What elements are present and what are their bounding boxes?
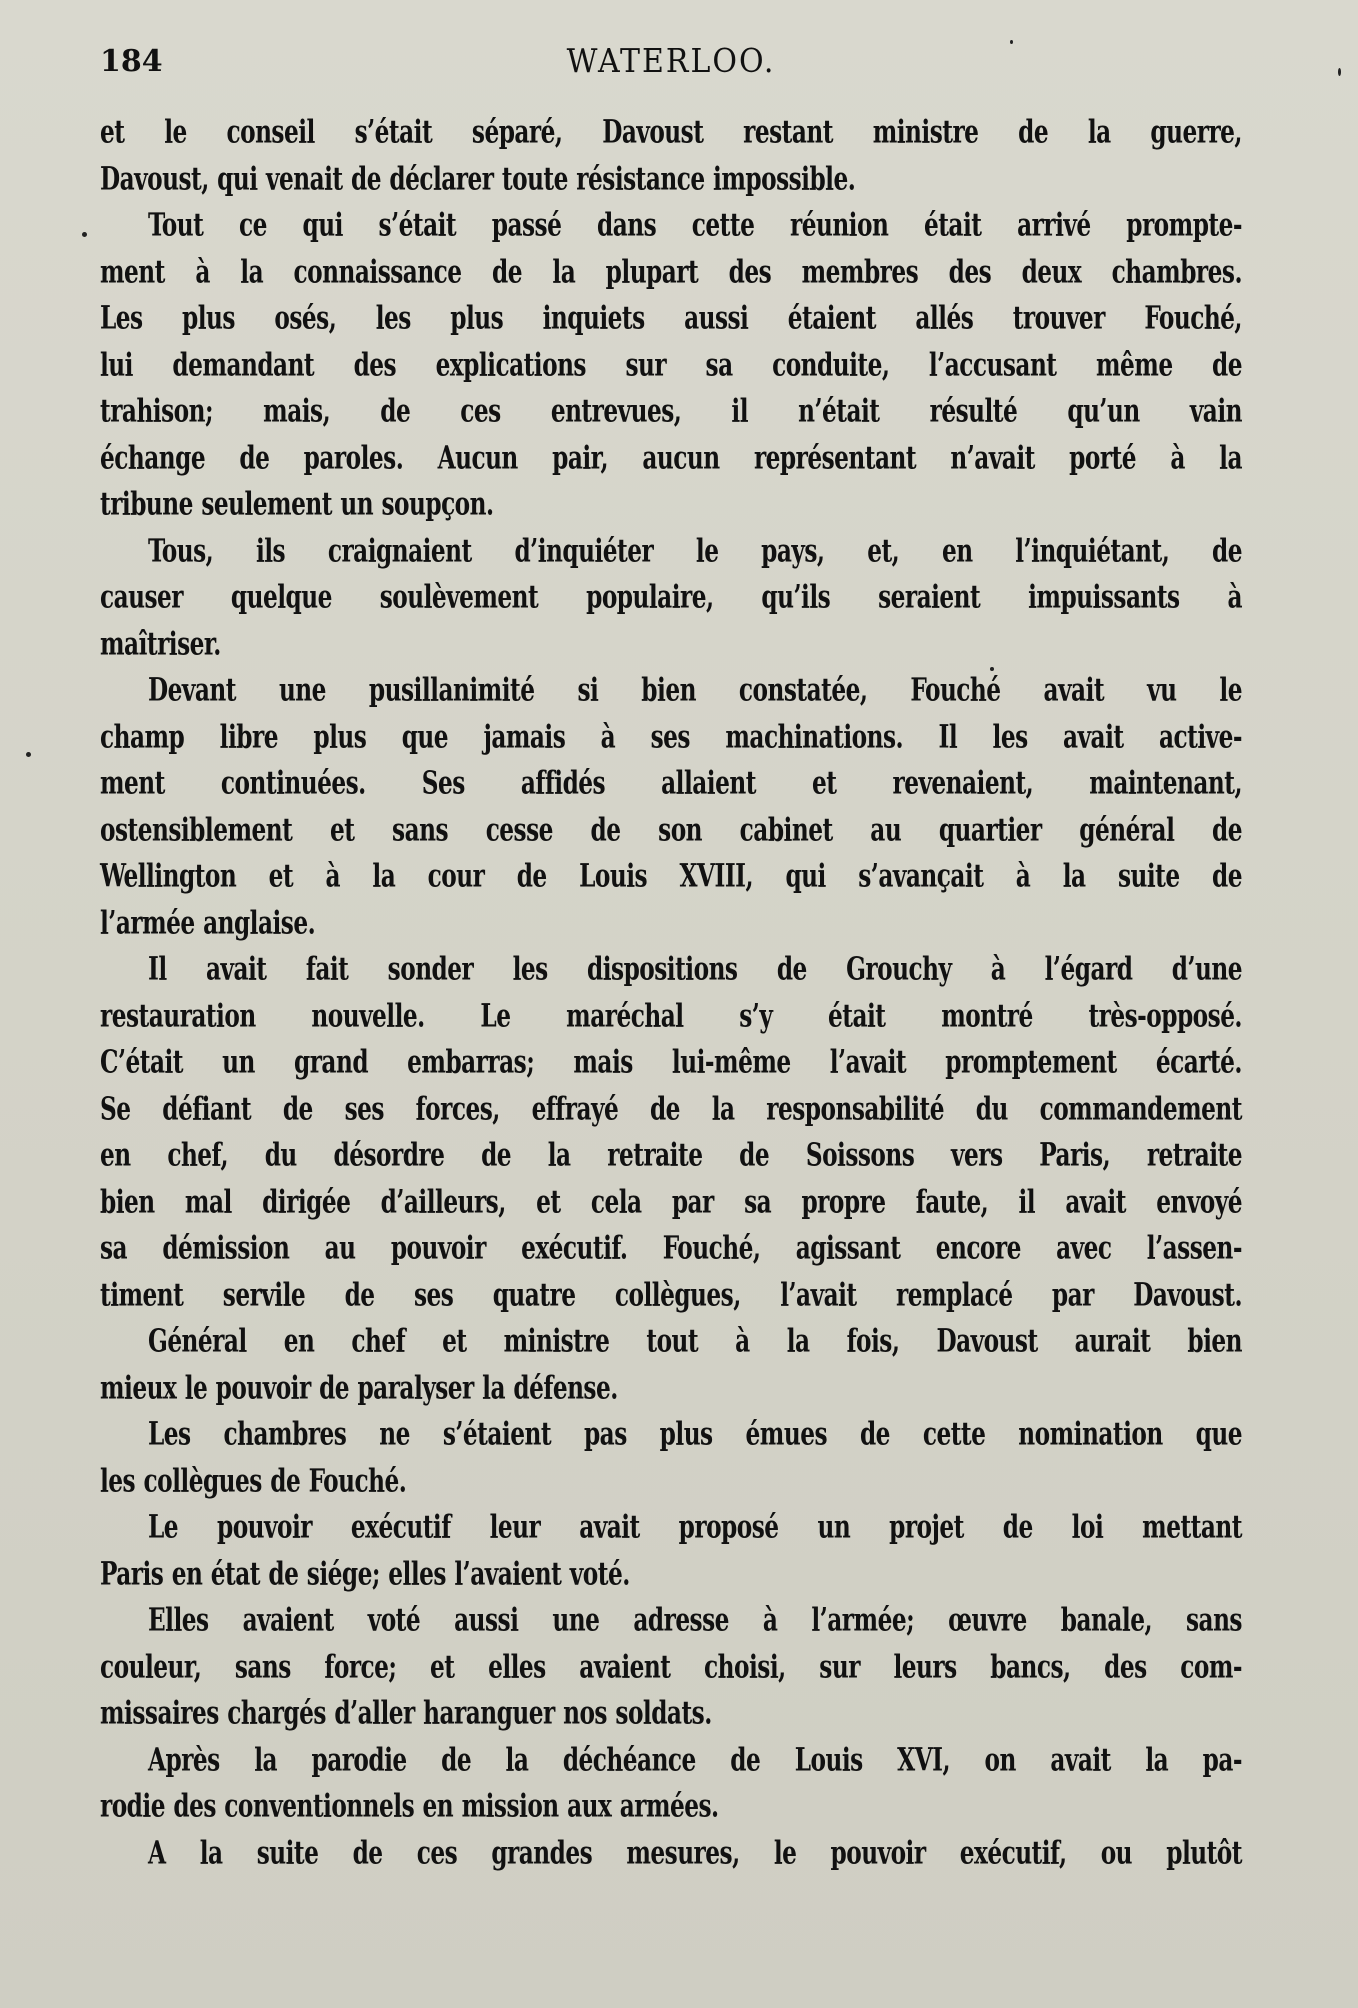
text-line-content: lui demandant des explications sur sa conduite, l’accusant même de [100, 346, 1242, 384]
text-line-content: et le conseil s’était séparé, Davoust restant ministre de la guerre, [100, 114, 1242, 151]
text-line-content: Il avait fait sonder les dispositions de Grouchy à l’égard d’une [148, 951, 1242, 988]
text-line-content: couleur, sans force; et elles avaient choisi, sur leurs bancs, des com- [100, 1648, 1242, 1686]
text-line-content: A la suite de ces grandes mesures, le pouvoir exécutif, ou plutôt [148, 1834, 1242, 1872]
text-line [100, 1180, 1242, 1227]
text-line-content: rodie des conventionnels en mission aux armées. [100, 1788, 719, 1825]
text-line-content: restauration nouvelle. Le maréchal s’y était montré très-opposé. [100, 997, 1242, 1035]
text-line [100, 1133, 1242, 1180]
text-line-content: Davoust, qui venait de déclarer toute résistance impossible. [100, 160, 856, 198]
text-line-content: les collègues de Fouché. [100, 1462, 407, 1500]
text-line [100, 994, 1242, 1041]
text-line [100, 808, 1242, 855]
text-line [100, 1831, 1242, 1878]
text-line [100, 1273, 1242, 1320]
text-line-content: Tout ce qui s’était passé dans cette réunion était arrivé prompte- [148, 207, 1242, 244]
text-line [100, 947, 1242, 994]
text-line [100, 622, 1242, 669]
text-line [100, 343, 1242, 390]
text-line-content: Après la parodie de la déchéance de Louis XVI, on avait la pa- [148, 1741, 1242, 1779]
text-line [100, 1366, 1242, 1413]
text-line-content: ment continuées. Ses affidés allaient et revenaient, maintenant, [100, 765, 1242, 802]
text-line [100, 1738, 1242, 1785]
text-line [100, 1319, 1242, 1366]
text-line-content: Le pouvoir exécutif leur avait proposé un projet de loi mettant [148, 1509, 1242, 1546]
text-line-content: Elles avaient voté aussi une adresse à l’armée; œuvre banale, sans [148, 1602, 1242, 1639]
text-line [100, 1645, 1242, 1692]
text-line [100, 1040, 1242, 1087]
text-line-content: en chef, du désordre de la retraite de Soissons vers Paris, retraite [100, 1137, 1242, 1174]
text-line [100, 1087, 1242, 1134]
text-line-content: causer quelque soulèvement populaire, qu’ils seraient impuissants à [100, 579, 1242, 616]
text-line-content: Général en chef et ministre tout à la fois, Davoust aurait bien [148, 1323, 1242, 1360]
text-line-content: Wellington et à la cour de Louis XVIII, qui s’avançait à la suite de [100, 858, 1242, 895]
text-line-content: sa démission au pouvoir exécutif. Fouché, agissant encore avec l’assen- [100, 1230, 1242, 1267]
text-line [100, 575, 1242, 622]
text-line [100, 715, 1242, 762]
text-line-content: bien mal dirigée d’ailleurs, et cela par sa propre faute, il avait envoyé [100, 1183, 1242, 1221]
text-line-content: mieux le pouvoir de paralyser la défense. [100, 1369, 618, 1407]
text-line [100, 761, 1242, 808]
text-line [100, 436, 1242, 483]
text-line [100, 1552, 1242, 1599]
text-line [100, 668, 1242, 715]
text-line [100, 1784, 1242, 1831]
text-line-content: Tous, ils craignaient d’inquiéter le pays, et, en l’inquiétant, de [148, 532, 1242, 570]
text-line-content: C’était un grand embarras; mais lui-même l’avait promptement écarté. [100, 1044, 1242, 1081]
text-line-content: ment à la connaissance de la plupart des membres des deux chambres. [100, 253, 1242, 291]
body-text [100, 110, 1242, 1877]
running-title: WATERLOO. [566, 42, 776, 81]
running-head [100, 44, 1242, 94]
text-line [100, 901, 1242, 948]
paper-speck [1010, 40, 1013, 44]
text-line-content: timent servile de ses quatre collègues, l’avait remplacé par Davoust. [100, 1276, 1242, 1314]
text-line [100, 1412, 1242, 1459]
text-line [100, 854, 1242, 901]
text-line [100, 1598, 1242, 1645]
text-line-content: l’armée anglaise. [100, 904, 316, 942]
page-number: 184 [100, 44, 163, 79]
text-line-content: Se défiant de ses forces, effrayé de la responsabilité du commandement [100, 1090, 1242, 1128]
text-line [100, 296, 1242, 343]
text-line-content: Paris en état de siége; elles l’avaient voté. [100, 1555, 630, 1593]
text-line [100, 1459, 1242, 1506]
text-line-content: Les chambres ne s’étaient pas plus émues de cette nomination que [148, 1416, 1242, 1453]
text-line [100, 389, 1242, 436]
text-line [100, 1505, 1242, 1552]
text-line-content: champ libre plus que jamais à ses machinations. Il les avait active- [100, 718, 1242, 756]
text-line [100, 110, 1242, 157]
text-line [100, 250, 1242, 297]
text-line [100, 1226, 1242, 1273]
text-line [100, 1691, 1242, 1738]
text-line-content: Les plus osés, les plus inquiets aussi étaient allés trouver Fouché, [100, 300, 1242, 337]
paper-speck [82, 232, 87, 237]
paper-speck [26, 752, 31, 757]
text-line-content: ostensiblement et sans cesse de son cabinet au quartier général de [100, 811, 1242, 849]
text-line-content: tribune seulement un soupçon. [100, 486, 494, 523]
text-line-content: missaires chargés d’aller haranguer nos soldats. [100, 1695, 712, 1732]
text-line-content: maîtriser. [100, 625, 221, 663]
paper-speck [1338, 68, 1341, 76]
text-line [100, 203, 1242, 250]
text-line-content: Devant une pusillanimité si bien constatée, Fouché avait vu le [148, 672, 1242, 709]
text-line-content: trahison; mais, de ces entrevues, il n’était résulté qu’un vain [100, 393, 1242, 430]
text-line [100, 529, 1242, 576]
text-line [100, 482, 1242, 529]
text-line-content: échange de paroles. Aucun pair, aucun représentant n’avait porté à la [100, 439, 1242, 477]
paper-speck [990, 667, 994, 671]
text-line [100, 157, 1242, 204]
